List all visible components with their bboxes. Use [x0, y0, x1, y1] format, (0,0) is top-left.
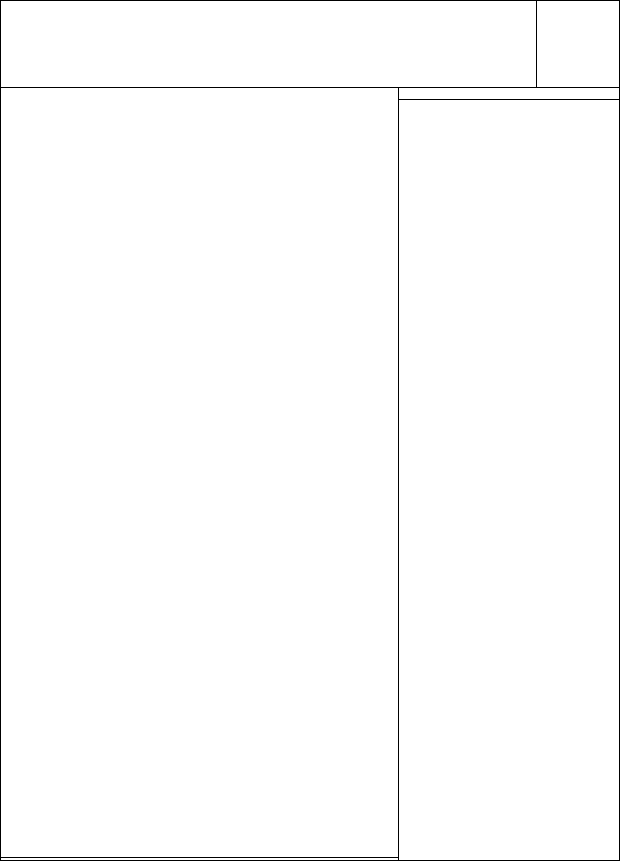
qr-code — [482, 685, 570, 773]
table-divider — [398, 87, 399, 860]
stats-divider — [536, 0, 537, 87]
stop-title-divider — [399, 99, 620, 100]
